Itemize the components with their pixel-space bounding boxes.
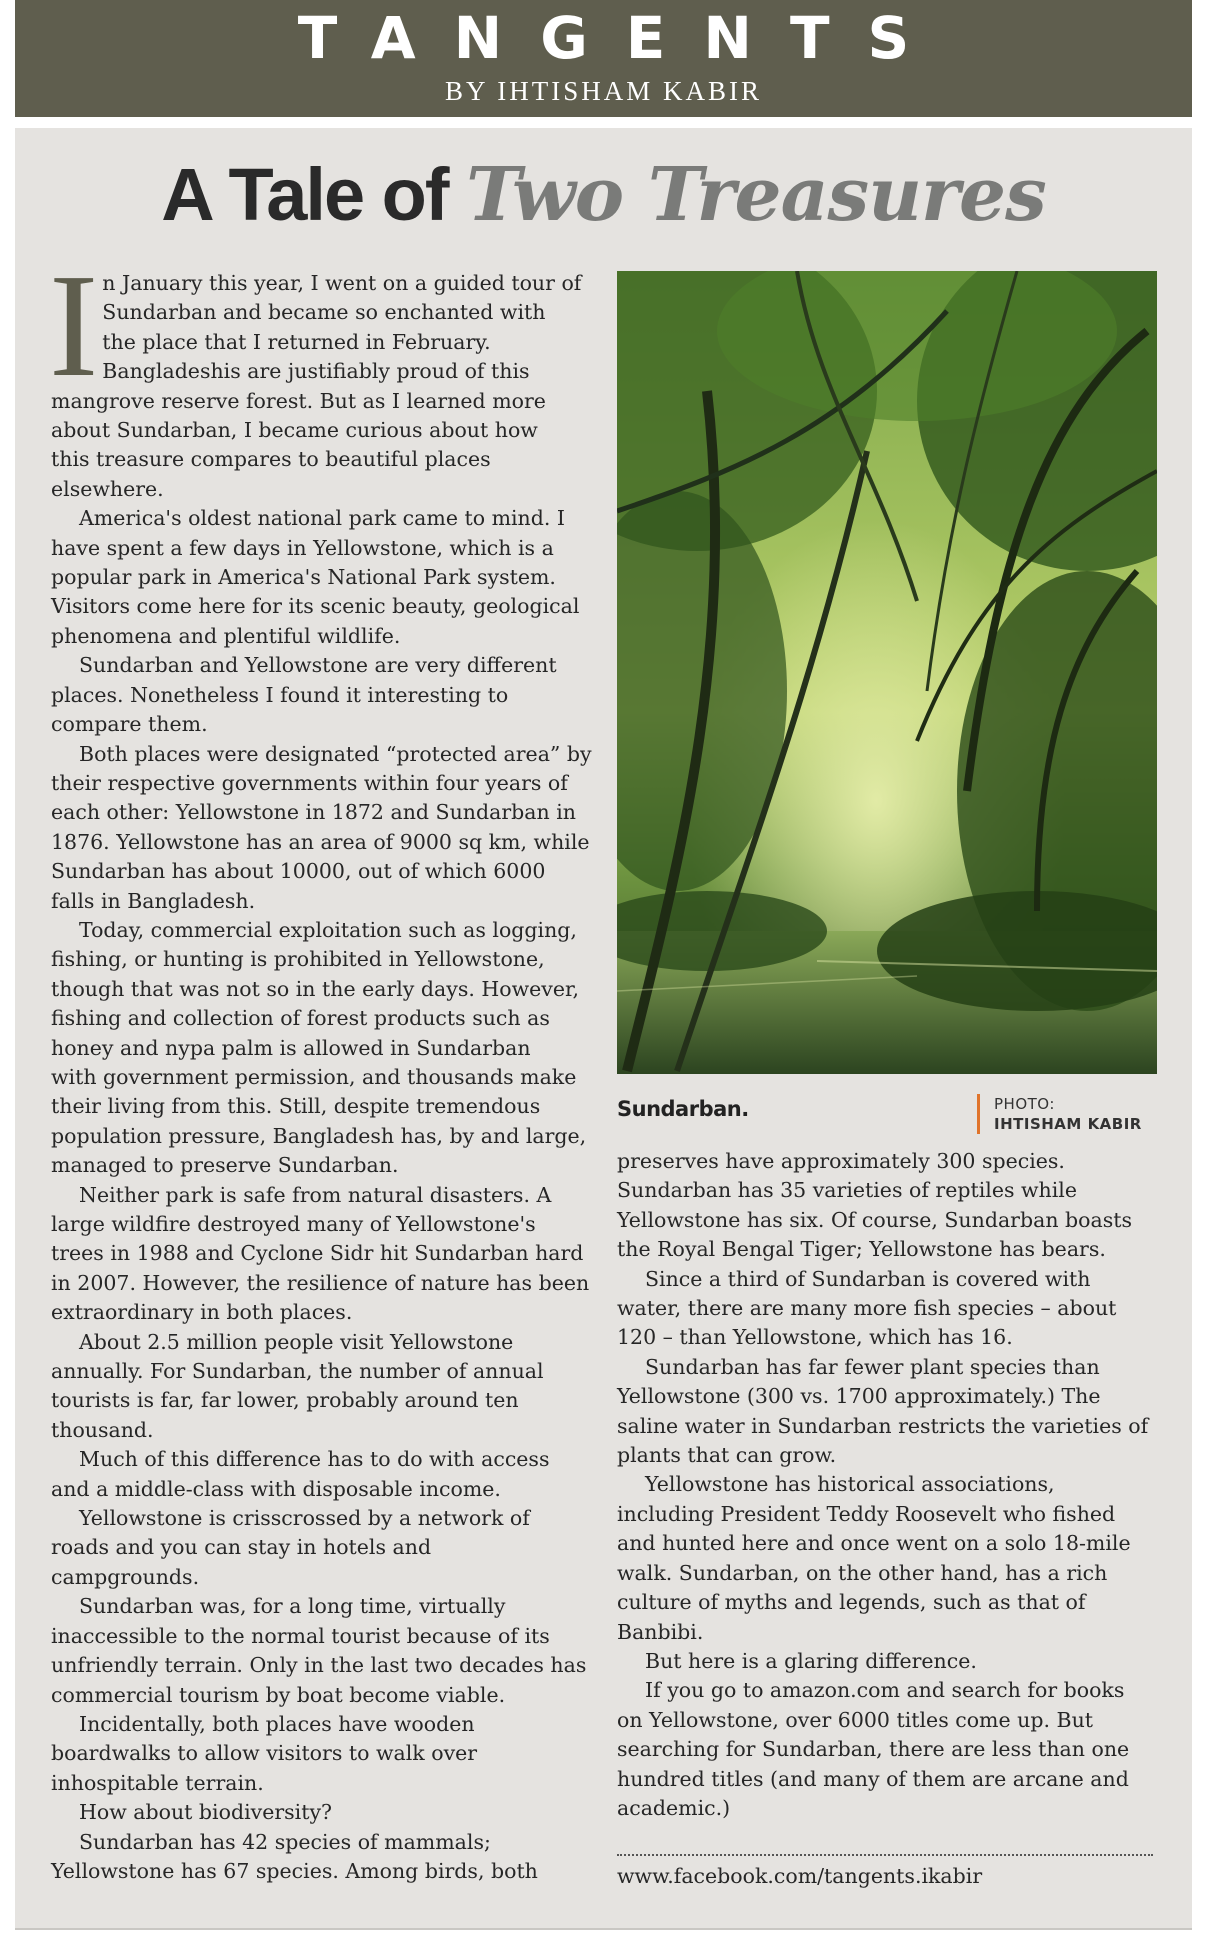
paragraph: [51, 1828, 606, 1887]
text-line: their living from this. Still, despite tremendous: [51, 1094, 541, 1119]
masthead-title: TANGENTS: [297, 4, 948, 72]
text-line: thousand.: [51, 1417, 154, 1442]
text-line: Since a third of Sundarban is covered with: [645, 1266, 1091, 1291]
paragraph: [51, 504, 606, 651]
text-line: Yellowstone has historical associations,: [645, 1472, 1055, 1497]
paragraph: [51, 1504, 606, 1592]
paragraph: [617, 1470, 1172, 1646]
text-line: n January this year, I went on a guided tour of: [102, 271, 582, 295]
text-line: though that was not so in the early days. However,: [51, 976, 580, 1001]
text-line: Bangladeshis are justifiably proud of this: [102, 359, 530, 384]
text-line: Banbibi.: [617, 1619, 704, 1644]
paragraph: [51, 1445, 606, 1504]
text-line: searching for Sundarban, there are less than one: [617, 1737, 1130, 1762]
article-page: [15, 128, 1192, 1928]
first-paragraph-text: [49, 244, 606, 504]
text-line: extraordinary in both places.: [51, 1300, 353, 1325]
text-line: annually. For Sundarban, the number of annual: [51, 1359, 544, 1384]
masthead-banner: [15, 0, 1192, 117]
text-line: Sundarban has 42 species of mammals;: [79, 1829, 491, 1854]
text-line: elsewhere.: [51, 476, 164, 501]
text-line: including President Teddy Roosevelt who fished: [617, 1501, 1116, 1526]
text-line: Yellowstone is crisscrossed by a network of: [79, 1506, 530, 1531]
text-line: water, there are many more fish species – about: [617, 1296, 1117, 1321]
photo-credit-label: PHOTO:: [994, 1095, 1055, 1113]
text-line: population pressure, Bangladesh has, by and large,: [51, 1123, 587, 1148]
text-line: Yellowstone has six. Of course, Sundarban boasts: [617, 1207, 1133, 1232]
photo-credit-name: IHTISHAM KABIR: [994, 1115, 1142, 1133]
byline: BY IHTISHAM KABIR: [444, 76, 762, 106]
photo-credit: [977, 1094, 1174, 1134]
text-line: and hunted here and once went on a solo 18-mile: [617, 1531, 1131, 1556]
left-column: [49, 244, 606, 1886]
paragraph: [617, 1647, 1172, 1676]
text-line: popular park in America's National Park system.: [51, 565, 556, 590]
text-line: Incidentally, both places have wooden: [79, 1711, 475, 1736]
text-line: in 2007. However, the resilience of nature has been: [51, 1270, 590, 1295]
text-line: commercial tourism by boat become viable.: [51, 1682, 506, 1707]
paragraph: [51, 1710, 606, 1798]
text-line: mangrove reserve forest. But as I learned more: [51, 388, 546, 413]
text-line: If you go to amazon.com and search for books: [645, 1678, 1125, 1703]
text-line: this treasure compares to beautiful places: [51, 447, 491, 472]
continued-paragraph: [617, 1147, 1172, 1265]
paragraph: [617, 1676, 1172, 1823]
text-line: Neither park is safe from natural disasters. A: [79, 1182, 552, 1207]
text-line: about Sundarban, I became curious about how: [51, 418, 538, 443]
text-line: and a middle-class with disposable income.: [51, 1476, 501, 1501]
facebook-link[interactable]: www.facebook.com/tangents.ikabir: [617, 1864, 983, 1888]
text-line: Sundarban has about 10000, out of which 6000: [51, 859, 546, 884]
text-line: managed to preserve Sundarban.: [51, 1153, 399, 1178]
drop-cap: I: [49, 244, 99, 408]
text-line: Today, commercial exploitation such as logging,: [79, 917, 577, 942]
text-line: preserves have approximately 300 species.: [617, 1149, 1065, 1173]
text-line: About 2.5 million people visit Yellowstone: [79, 1329, 514, 1354]
text-line: campgrounds.: [51, 1564, 200, 1589]
text-line: each other: Yellowstone in 1872 and Sundarban in: [51, 800, 576, 825]
text-line: places. Nonetheless I found it interesting to: [51, 682, 509, 707]
paragraph: [51, 1181, 606, 1328]
text-line: the Royal Bengal Tiger; Yellowstone has bears.: [617, 1237, 1106, 1262]
text-line: hundred titles (and many of them are arcane and: [617, 1766, 1129, 1791]
text-line: Sundarban has far fewer plant species than: [645, 1354, 1100, 1379]
text-line: 120 – than Yellowstone, which has 16.: [617, 1325, 1013, 1350]
text-line: plants that can grow.: [617, 1443, 837, 1468]
text-line: Yellowstone (300 vs. 1700 approximately.) The: [617, 1384, 1101, 1409]
paragraph: [51, 1328, 606, 1446]
text-line: Yellowstone has 67 species. Among birds, both: [51, 1858, 538, 1883]
paragraph: [617, 1265, 1172, 1353]
dotted-divider: [617, 1854, 1153, 1856]
text-line: Sundarban and became so enchanted with: [102, 300, 546, 325]
paragraph: [51, 1798, 606, 1827]
text-line: inaccessible to the normal tourist because of its: [51, 1623, 550, 1648]
text-line: honey and nypa palm is allowed in Sundarban: [51, 1035, 531, 1060]
right-column: [617, 1147, 1172, 1823]
text-line: on Yellowstone, over 6000 titles come up. But: [617, 1707, 1094, 1732]
text-line: tourists is far, far lower, probably around ten: [51, 1388, 519, 1413]
text-line: Both places were designated “protected area” by: [79, 741, 592, 766]
title-italic: Two Treasures: [466, 152, 1046, 238]
text-line: have spent a few days in Yellowstone, which is a: [51, 535, 554, 560]
text-line: Visitors come here for its scenic beauty, geological: [51, 594, 580, 619]
text-line: How about biodiversity?: [79, 1800, 333, 1825]
article-title: [15, 150, 1192, 240]
text-line: Sundarban has 35 varieties of reptiles while: [617, 1178, 1077, 1203]
bottom-rule: [15, 1928, 1192, 1930]
text-line: fishing, or hunting is prohibited in Yellowstone,: [51, 947, 545, 972]
text-line: falls in Bangladesh.: [51, 888, 256, 913]
text-line: roads and you can stay in hotels and: [51, 1535, 432, 1560]
text-line: saline water in Sundarban restricts the varieties of: [617, 1413, 1149, 1438]
title-plain: A Tale of: [161, 153, 467, 236]
text-line: America's oldest national park came to mind. I: [79, 506, 566, 531]
text-line: 1876. Yellowstone has an area of 9000 sq km, while: [51, 829, 590, 854]
text-line: the place that I returned in February.: [102, 329, 491, 354]
paragraph: [617, 1353, 1172, 1471]
text-line: their respective governments within four years of: [51, 770, 568, 795]
paragraph: [51, 916, 606, 1181]
text-line: inhospitable terrain.: [51, 1770, 264, 1795]
text-line: academic.): [617, 1795, 731, 1820]
text-line: boardwalks to allow visitors to walk over: [51, 1741, 478, 1766]
photo-caption: Sundarban.: [617, 1097, 749, 1121]
text-line: phenomena and plentiful wildlife.: [51, 623, 401, 648]
text-line: trees in 1988 and Cyclone Sidr hit Sundarban hard: [51, 1241, 584, 1266]
right-paragraphs: [617, 1265, 1172, 1824]
text-line: Much of this difference has to do with access: [79, 1447, 550, 1472]
first-paragraph: [49, 244, 606, 504]
text-line: Sundarban was, for a long time, virtually: [79, 1594, 506, 1619]
text-line: compare them.: [51, 712, 208, 737]
paragraph: [51, 651, 606, 739]
left-paragraphs: [51, 504, 606, 1886]
text-line: unfriendly terrain. Only in the last two decades has: [51, 1653, 587, 1678]
text-line: large wildfire destroyed many of Yellowstone's: [51, 1212, 536, 1236]
text-line: with government permission, and thousands make: [51, 1064, 577, 1089]
text-line: But here is a glaring difference.: [645, 1648, 977, 1673]
text-line: Sundarban and Yellowstone are very different: [79, 653, 557, 678]
text-line: fishing and collection of forest products such as: [51, 1006, 550, 1031]
text-line: walk. Sundarban, on the other hand, has a rich: [617, 1560, 1108, 1585]
sundarban-photo: [617, 271, 1157, 1074]
paragraph: [51, 740, 606, 916]
paragraph: [51, 1592, 606, 1710]
text-line: culture of myths and legends, such as that of: [617, 1590, 1086, 1615]
